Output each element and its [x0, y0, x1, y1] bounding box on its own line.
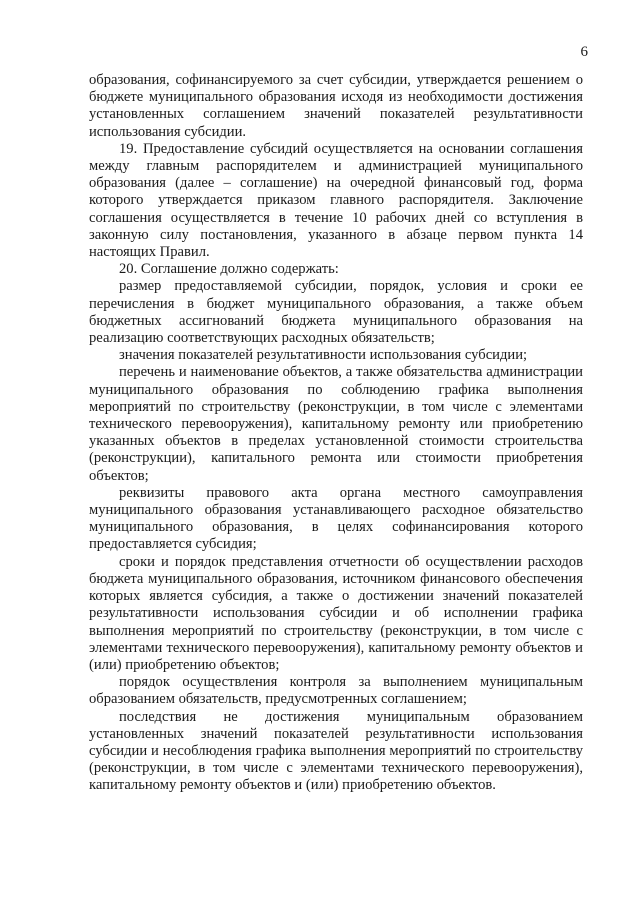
paragraph-item-19: 19. Предоставление субсидий осуществляется на основании соглашения между главным распорядителем и администрацией муниципального образования (далее – соглашение) на очередной финансовый год, форма которого утверждается приказом главного распорядителя. Заключение соглашения осуществляется в течение 10 рабочих дней со вступления в законную силу постановления, указанного в абзаце первом пункта 14 настоящих Правил. [89, 140, 583, 261]
page-number: 6 [580, 44, 588, 60]
paragraph-reporting-terms: сроки и порядок представления отчетности об осуществлении расходов бюджета муниципального образования, источником финансового обеспечения которых является субсидия, а также о достижении значений показателей результативности использования субсидии и об исполнении графика выполнения мероприятий по строительству (реконструкции, в том числе с элементами технического перевооружения), капитальному ремонту объектов и (или) приобретению объектов; [89, 553, 583, 673]
paragraph-consequences: последствия не достижения муниципальным образованием установленных значений показателей результативности использования субсидии и несоблюдения графика выполнения мероприятий по строительству (реконструкции, в том числе с элементами технического перевооружения), капитальному ремонту объектов и (или) приобретению объектов. [89, 708, 583, 794]
paragraph-continuation: образования, софинансируемого за счет субсидии, утверждается решением о бюджете муниципального образования исходя из необходимости достижения установленных соглашением значений показателей результативности использования субсидии. [89, 72, 583, 140]
paragraph-indicator-values: значения показателей результативности использования субсидии; [119, 347, 528, 364]
paragraph-subsidy-amount: размер предоставляемой субсидии, порядок, условия и сроки ее перечисления в бюджет муниципального образования, а также объем бюджетных ассигнований бюджета муниципального образования на реализацию соответствующих расходных обязательств; [89, 278, 583, 347]
paragraph-item-20: 20. Соглашение должно содержать: [119, 261, 339, 278]
paragraph-objects-list: перечень и наименование объектов, а также обязательства администрации муниципального образования по соблюдению графика выполнения мероприятий по строительству (реконструкции, в том числе с элементами технического перевооружения), капитальному ремонту или приобретению указанных объектов в пределах установленной стоимости строительства (реконструкции), капитального ремонта или стоимости приобретения объектов; [89, 364, 583, 484]
paragraph-legal-act-details: реквизиты правового акта органа местного самоуправления муниципального образования устанавливающего расходное обязательство муниципального образования, в целях софинансирования которого предоставляется субсидия; [89, 484, 583, 553]
document-body [89, 72, 583, 795]
paragraph-control-procedure: порядок осуществления контроля за выполнением муниципальным образованием обязательств, предусмотренных соглашением; [89, 674, 583, 708]
